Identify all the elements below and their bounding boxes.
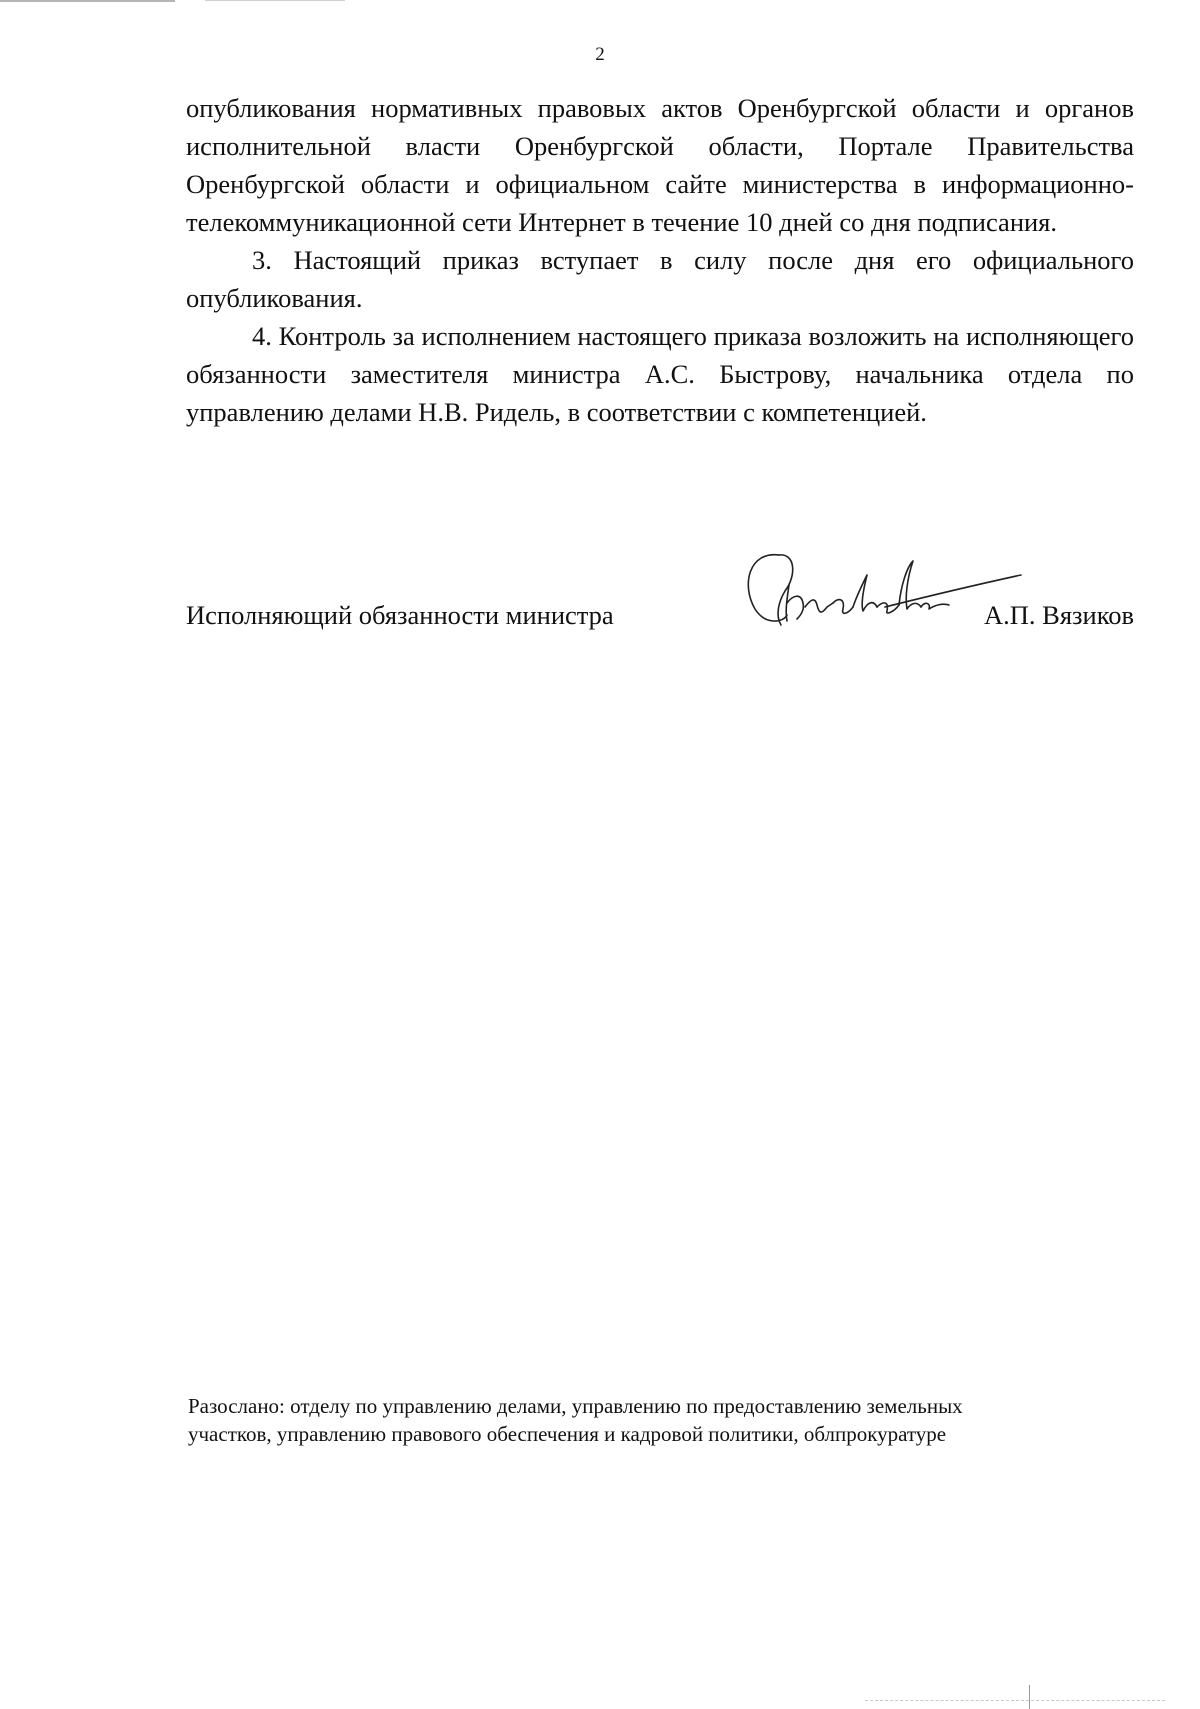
paragraph-item-4: 4. Контроль за исполнением настоящего приказа возложить на исполняющего обязанности заместителя министра А.С. Быстрову, начальника отдела по управлению делами Н.В. Ридель, в соответствии с компетенцией. xyxy=(186,321,1134,427)
paragraph-continuation: опубликования нормативных правовых актов Оренбургской области и органов исполнительной власти Оренбургской области, Портале Правительства Оренбургской области и официальном сайте министерства в информационно-телекоммуникационной сети Интернет в течение 10 дней со дня подписания. xyxy=(186,93,1134,237)
distribution-list xyxy=(188,1392,1140,1448)
scan-edge-mark xyxy=(865,1700,1165,1701)
scan-edge-mark xyxy=(0,0,175,2)
scan-edge-mark xyxy=(1029,1685,1030,1709)
document-body xyxy=(186,89,1134,431)
paragraph-item-3: 3. Настоящий приказ вступает в силу после дня его официального опубликования. xyxy=(186,245,1134,313)
distribution-line: участков, управлению правового обеспечения и кадровой политики, облпрокуратуре xyxy=(188,1422,947,1446)
signatory-title: Исполняющий обязанности министра xyxy=(186,600,614,630)
signature-block xyxy=(186,596,1134,636)
page-number: 2 xyxy=(595,44,605,65)
scan-edge-mark xyxy=(205,0,345,1)
distribution-line: Разослано: отделу по управлению делами, управлению по предоставлению земельных xyxy=(188,1394,963,1418)
signatory-name: А.П. Вязиков xyxy=(984,600,1134,630)
